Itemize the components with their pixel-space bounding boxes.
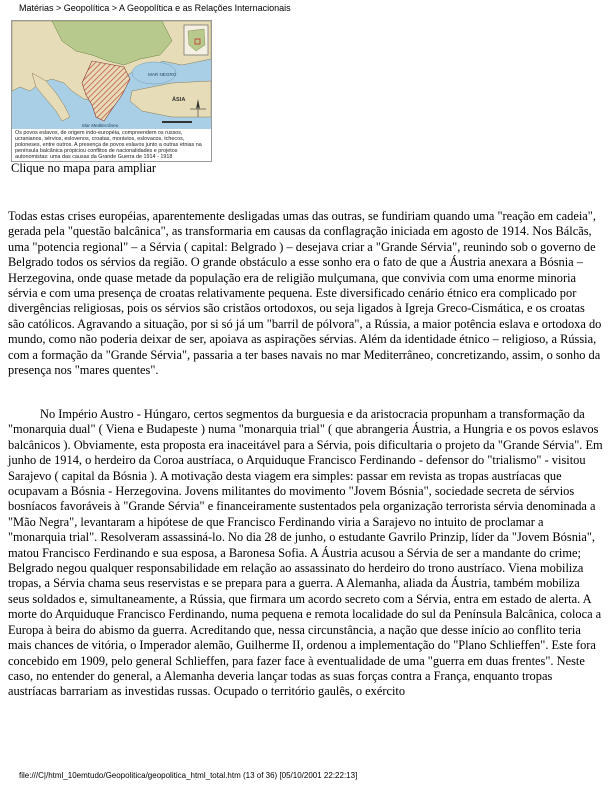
map-label-mediterranean: Mar Mediterrâneo: [82, 123, 119, 128]
balkans-map-thumbnail[interactable]: [11, 20, 212, 162]
enlarge-map-link[interactable]: Clique no mapa para ampliar: [11, 161, 157, 175]
scale-bar: [162, 121, 192, 123]
map-caption: Os povos eslavos, de origem indo-européia, compreendem os russos, ucranianos, sérvios, eslovenos, croatas, morávios, eslovacos, tchecos, poloneses, entre outros. A presença de povos eslavos junto a outras etnias na península balcânica propiciou conflitos de nacionalidades e projetos autonomistas: uma das causas da Grande Guerra de 1914 - 1918: [15, 130, 202, 161]
paragraph-1: Todas estas crises européias, aparentemente desligadas umas das outras, se fundiriam quando uma "reação em cadeia", gerada pela "questão balcânica", as transformaria em causas da conflagração iniciada em agosto de 1914. Nos Bálcãs, uma "potencia regional" – a Sérvia ( capital: Belgrado ) – desejava criar a "Grande Sérvia", reunindo sob o governo de Belgrado todos os sérvios da região. O grande obstáculo a esse sonho era o fato de que a Áustria anexara a Bósnia – Herzegovina, onde quase metade da população era de religião mulçumana, que convivia com uma enorme minoria sérvia e com uma presença de croatas relativamente pequena. Este diversificado cenário étnico era complicado por divergências religiosas, pois os sérvios são cristãos ortodoxos, ou seja ligados à Igreja Greco-Cismática, e os croatas são católicos. Agravando a situação, por si só já um "barril de pólvora", a Rússia, a maior potência eslava e ortodoxa do mundo, como não poderia deixar de ser, apoiava as aspirações sérvias. Além da identidade étnico – religioso, a Rússia, com a formação da "Grande Sérvia", passaria a ter bases navais no mar Mediterrâneo, concretizando, assim, o sonho da presença nos "mares quentes".: [8, 209, 602, 378]
balkans-map-image: [12, 21, 211, 129]
map-label-region: ÁSIA: [172, 97, 186, 103]
breadcrumb[interactable]: Matérias > Geopolítica > A Geopolítica e as Relações Internacionais: [19, 3, 291, 13]
paragraph-2: No Império Austro - Húngaro, certos segmentos da burguesia e da aristocracia propunham a transformação da "monarquia dual" ( Viena e Budapeste ) numa "monarquia trial" ( que abrangeria Áustria, a Hungria e os povos eslavos balcânicos ). Obviamente, esta proposta era inaceitável para a Sérvia, pois dificultaria o projeto da "Grande Sérvia". Em junho de 1914, o herdeiro da Coroa austríaca, o Arquiduque Francisco Ferdinando - defensor do "trialismo" - visitou Sarajevo ( capital da Bósnia ). A motivação desta viagem era simples: passar em revista as tropas austríacas que ocupavam a Bósnia - Herzegovina. Jovens militantes do movimento "Jovem Bósnia", sociedade secreta de sérvios bosníacos favoráveis à "Grande Sérvia" e financeiramente sustentados pela organização terrorista sérvia denominada a "Mão Negra", levantaram a hipótese de que Francisco Ferdinando viria a Sarajevo no intuito de proclamar a "monarquia trial". Resolveram assassiná-lo. No dia 28 de junho, o estudante Gavrilo Prinzip, líder da "Jovem Bósnia", matou Francisco Ferdinando e sua esposa, a Baronesa Sofia. A Áustria acusou a Sérvia de ser a mandante do crime; Belgrado negou qualquer responsabilidade em relação ao assassinato do herdeiro do trono austríaco. Viena mobiliza tropas, a Sérvia chama seus reservistas e se prepara para a guerra. A Alemanha, aliada da Áustria, também mobiliza seus soldados e, simultaneamente, a Rússia, que firmara um acordo secreto com a Sérvia, entra em estado de alerta. A morte do Arquiduque Francisco Ferdinando, numa pequena e remota localidade do sul da Península Balcânica, coloca a Europa à beira do abismo da guerra. Acreditando que, nessa circunstância, a nação que desse início ao conflito teria mais chances de vitória, o Imperador alemão, Guilherme II, ordenou a implementação do "Plano Schlieffen". Este fora concebido em 1909, pelo general Schlieffen, para fazer face à eventualidade de uma "guerra em duas frentes". Neste caso, no entender do general, a Alemanha deveria lançar todas as suas forças contra a França, enquanto tropas austríacas barrariam as investidas russas. Ocupado o território gaulês, o exército: [8, 407, 603, 699]
map-label-sea: MAR NEGRO: [148, 72, 177, 77]
file-path-footer: file:///C|/html_10emtudo/Geopolitica/geopolitica_html_total.htm (13 of 36) [05/10/2001 22:22:13]: [19, 771, 358, 780]
